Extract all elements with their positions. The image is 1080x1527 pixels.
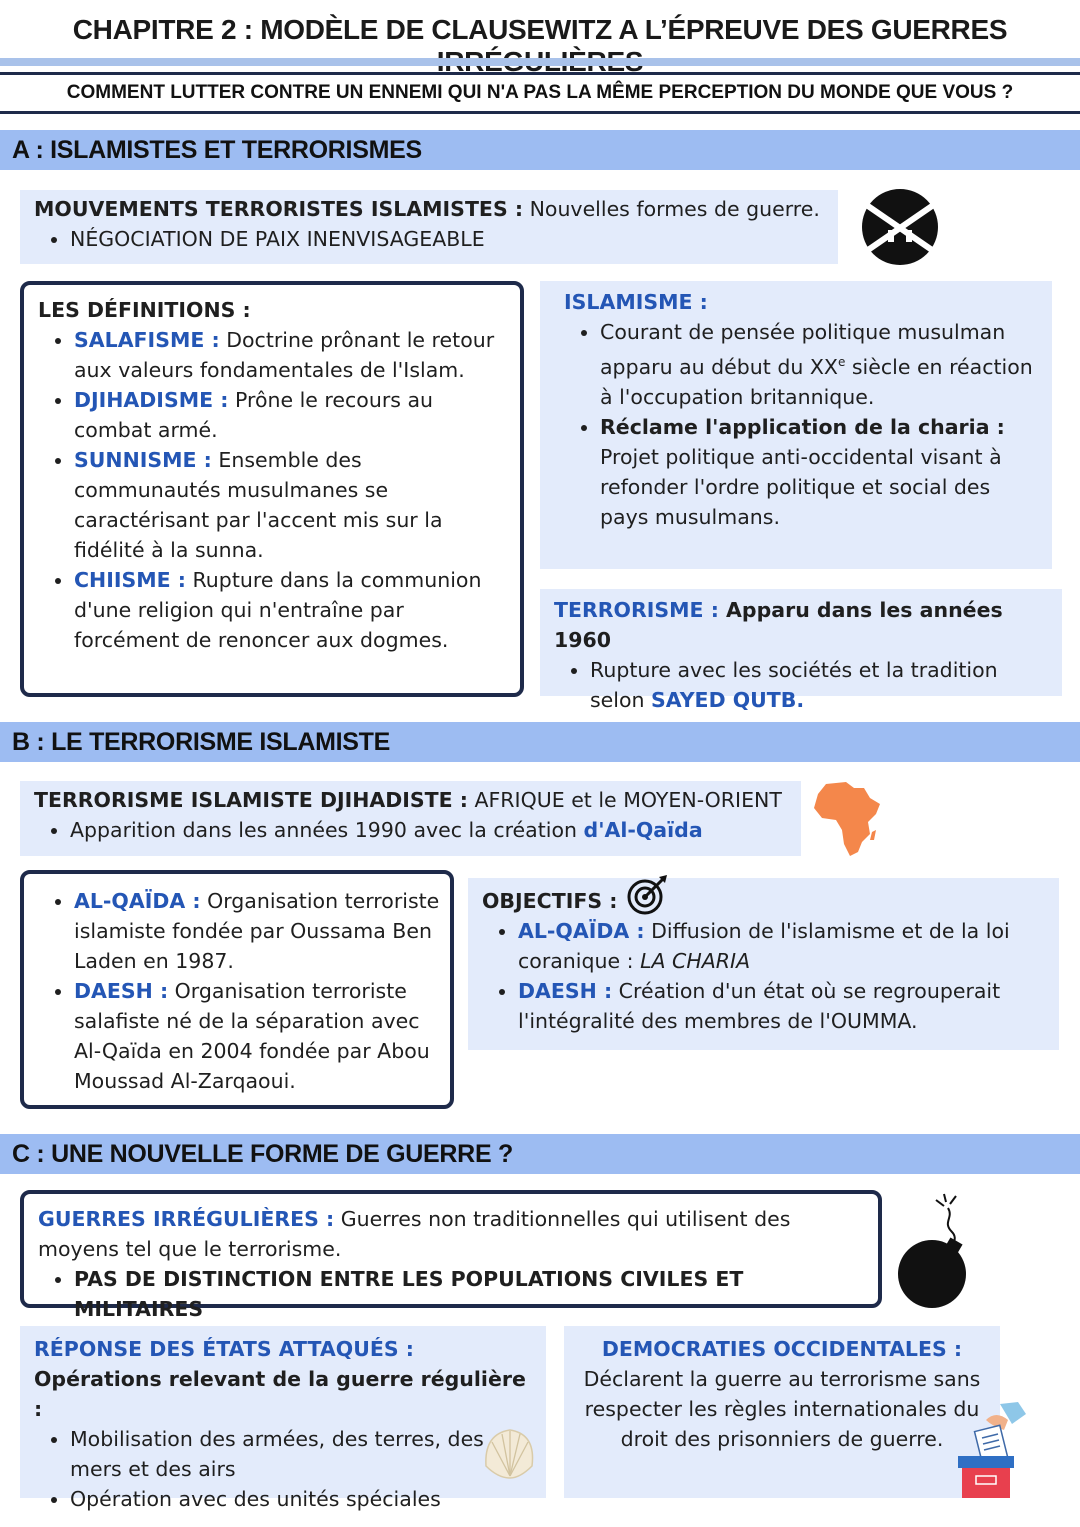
title-divider (0, 58, 1080, 66)
crossed-rifles-icon (858, 188, 942, 266)
terrorisme-bullet: • Rupture avec les sociétés et la tradition selon SAYED QUTB. (590, 655, 1052, 715)
organisation-item: • DAESH : Organisation terroriste salafiste né de la séparation avec Al-Qaïda en 2004 fondée par Abou Moussad Al-Zarqaoui. (74, 976, 440, 1096)
definition-item: • CHIISME : Rupture dans la communion d'une religion qui n'entraîne par forcément de renoncer aux dogmes. (74, 565, 510, 655)
islamisme-box (540, 281, 1052, 569)
section-a-heading: A : ISLAMISTES ET TERRORISMES (0, 130, 1080, 170)
terrorisme-box: TERRORISME : Apparu dans les années 1960 • Rupture avec les sociétés et la tradition selon SAYED QUTB. (540, 589, 1062, 696)
reponse-bullet: • Mobilisation des armées, des terres, des mers et des airs (70, 1424, 536, 1484)
page-title: CHAPITRE 2 : MODÈLE DE CLAUSEWITZ A L’ÉPREUVE DES GUERRES (72, 14, 1008, 45)
definition-item: • SALAFISME : Doctrine prônant le retour aux valeurs fondamentales de l'Islam. (74, 325, 510, 385)
djihadiste-box: TERRORISME ISLAMISTE DJIHADISTE : AFRIQUE et le MOYEN-ORIENT • Apparition dans les années 1990 avec la création d'Al-Qaïda (20, 781, 801, 856)
definitions-box (20, 281, 524, 697)
page-subtitle: COMMENT LUTTER CONTRE UN ENNEMI QUI N'A PAS LA MÊME PERCEPTION DU MONDE QUE VOUS ? (0, 72, 1080, 114)
mouvements-text: Nouvelles formes de guerre. (523, 197, 820, 221)
reponse-bullet: • Opération avec des unités spéciales (70, 1484, 536, 1514)
objectif-item: • DAESH : Création d'un état où se regrouperait l'intégralité des membres de l'OUMMA. (518, 976, 1045, 1036)
mouvements-label: MOUVEMENTS TERRORISTES ISLAMISTES : (34, 197, 524, 221)
organisations-box (20, 870, 454, 1109)
mouvements-box (20, 190, 838, 264)
islamisme-bullet: • Réclame l'application de la charia : Projet politique anti-occidental visant à refonder l'ordre politique et social des pays musulmans. (600, 412, 1038, 532)
africa-map-icon (812, 780, 884, 858)
mouvements-bullet: • NÉGOCIATION DE PAIX INENVISAGEABLE (70, 224, 824, 254)
objectifs-box (468, 878, 1059, 1050)
democraties-box: DEMOCRATIES OCCIDENTALES : Déclarent la guerre au terrorisme sans respecter les règles internationales du droit des prisonniers de guerre. (564, 1326, 1000, 1498)
reponse-box: RÉPONSE DES ÉTATS ATTAQUÉS : Opérations relevant de la guerre régulière : • Mobilisation des armées, des terres, des mers et des airs • Opération avec des unités spéciales (20, 1326, 546, 1498)
bomb-icon (894, 1188, 974, 1310)
organisation-item: • AL-QAÏDA : Organisation terroriste islamiste fondée par Oussama Ben Laden en 1987. (74, 886, 440, 976)
djihadiste-bullet: • Apparition dans les années 1990 avec la création d'Al-Qaïda (70, 815, 787, 845)
islamisme-heading: ISLAMISME : (564, 290, 708, 314)
ballot-box-icon (956, 1400, 1030, 1500)
target-icon (625, 875, 669, 915)
section-b-heading: B : LE TERRORISME ISLAMISTE (0, 722, 1080, 762)
definition-item: • DJIHADISME : Prône le recours au combat armé. (74, 385, 510, 445)
democraties-text: Déclarent la guerre au terrorisme sans respecter les règles internationales du droit des prisonniers de guerre. (583, 1367, 981, 1451)
irregulieres-bullet: • PAS DE DISTINCTION ENTRE LES POPULATIONS CIVILES ET MILITAIRES (74, 1264, 868, 1324)
irregulieres-box: GUERRES IRRÉGULIÈRES : Guerres non traditionnelles qui utilisent des moyens tel que le terrorisme. • PAS DE DISTINCTION ENTRE LES POPULATIONS CIVILES ET MILITAIRES (20, 1190, 882, 1308)
islamisme-bullet: • Courant de pensée politique musulman apparu au début du XXe siècle en réaction à l'occupation britannique. (600, 317, 1038, 412)
objectif-item: • AL-QAÏDA : Diffusion de l'islamisme et de la loi coranique : LA CHARIA (518, 916, 1045, 976)
shell-icon (480, 1426, 538, 1482)
definitions-heading: LES DÉFINITIONS : (38, 298, 251, 322)
section-c-heading: C : UNE NOUVELLE FORME DE GUERRE ? (0, 1134, 1080, 1174)
definition-item: • SUNNISME : Ensemble des communautés musulmanes se caractérisant par l'accent mis sur la fidélité à la sunna. (74, 445, 510, 565)
objectifs-heading: OBJECTIFS : (482, 889, 618, 913)
